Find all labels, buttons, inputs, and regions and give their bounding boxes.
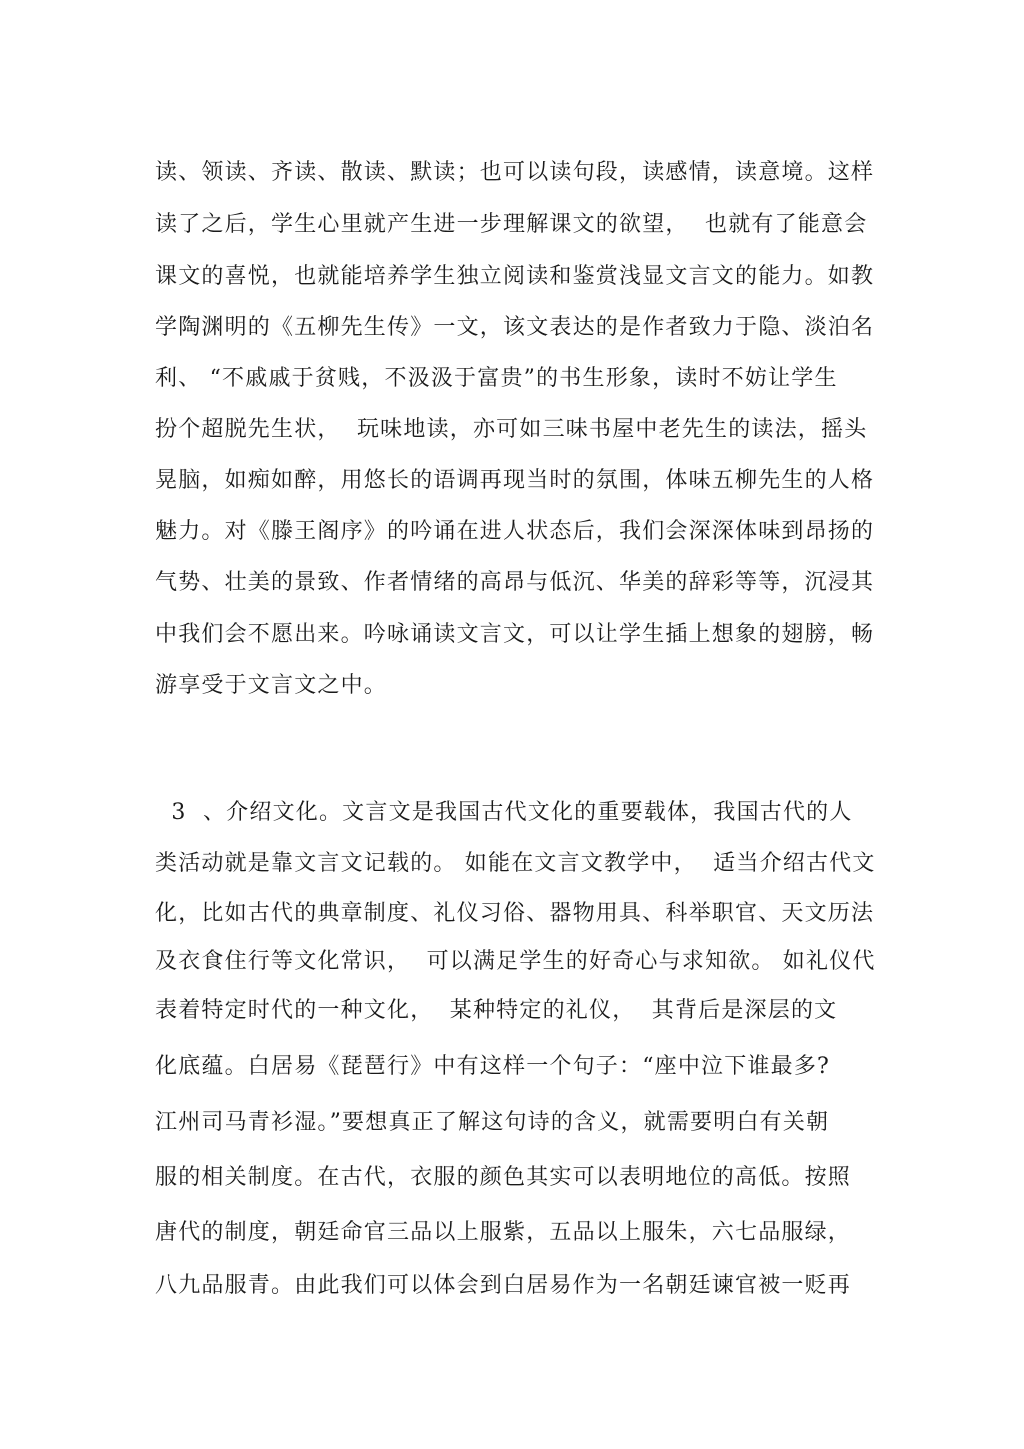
text-line: 类活动就是靠文言文记载的。 如能在文言文教学中， 适当介绍古代文	[155, 851, 876, 876]
text-line: 唐代的制度，朝廷命官三品以上服紫，五品以上服朱，六七品服绿，	[155, 1220, 852, 1245]
text-line: 及衣食住行等文化常识， 可以满足学生的好奇心与求知欲。 如礼仪代	[155, 949, 876, 974]
text-line: 课文的喜悦，也就能培养学生独立阅读和鉴赏浅显文言文的能力。如教	[155, 264, 875, 289]
text-line: 中我们会不愿出来。吟咏诵读文言文，可以让学生插上想象的翅膀，畅	[155, 622, 875, 647]
text-line: 化，比如古代的典章制度、礼仪习俗、器物用具、科举职官、天文历法	[155, 901, 875, 926]
text-line: 晃脑，如痴如醉，用悠长的语调再现当时的氛围，体味五柳先生的人格	[155, 468, 875, 493]
text-line: 服的相关制度。在古代，衣服的颜色其实可以表明地位的高低。按照	[155, 1165, 852, 1190]
text-line: 扮个超脱先生状， 玩味地读，亦可如三味书屋中老先生的读法，摇头	[155, 417, 868, 442]
text-line: 3 、介绍文化。文言文是我国古代文化的重要载体，我国古代的人	[155, 800, 853, 825]
text-line: 读、领读、齐读、散读、默读；也可以读句段，读感情，读意境。这样	[155, 160, 875, 185]
text-line: 学陶渊明的《五柳先生传》一文，该文表达的是作者致力于隐、淡泊名	[155, 315, 875, 340]
text-line: 表着特定时代的一种文化， 某种特定的礼仪， 其背后是深层的文	[155, 998, 838, 1023]
text-line: 化底蕴。白居易《琵琶行》中有这样一个句子：“座中泣下谁最多?	[155, 1054, 831, 1079]
text-line: 读了之后，学生心里就产生进一步理解课文的欲望， 也就有了能意会	[155, 212, 868, 237]
text-line: 八九品服青。由此我们可以体会到白居易作为一名朝廷谏官被一贬再	[155, 1273, 852, 1298]
text-line: 游享受于文言文之中。	[155, 673, 388, 698]
text-line: 气势、壮美的景致、作者情绪的高昂与低沉、华美的辞彩等等，沉浸其	[155, 570, 875, 595]
text-line: 魅力。对《滕王阁序》的吟诵在进人状态后，我们会深深体味到昂扬的	[155, 519, 875, 544]
text-line: 利、 “不戚戚于贫贱，不汲汲于富贵”的书生形象，读时不妨让学生	[155, 366, 838, 391]
text-line: 江州司马青衫湿。”要想真正了解这句诗的含义，就需要明白有关朝	[155, 1110, 830, 1135]
